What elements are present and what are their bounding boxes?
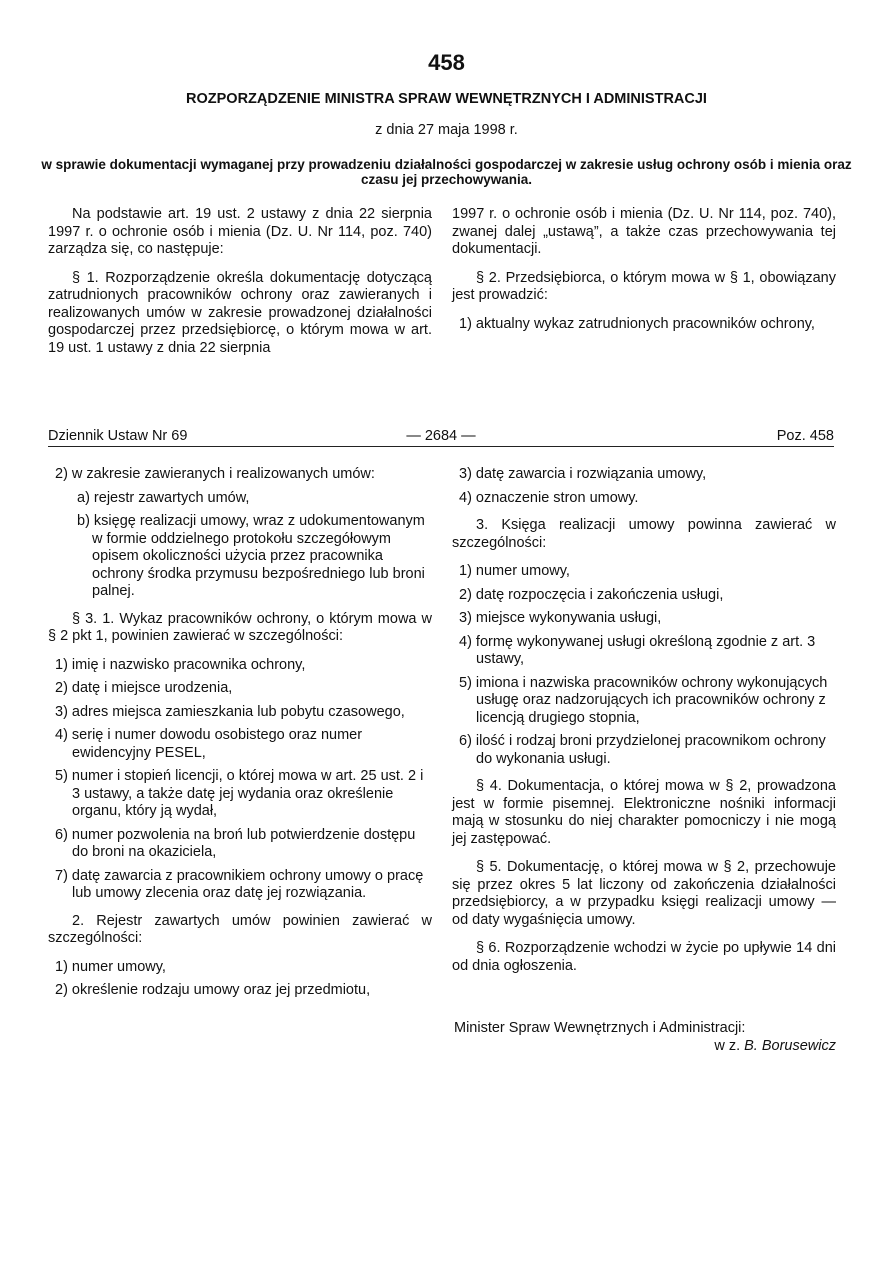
section-6-paragraph: § 6. Rozporządzenie wchodzi w życie po upływie 14 dni od dnia ogłoszenia. [452,940,836,974]
section-2-lead: § 2. Przedsiębiorca, o którym mowa w § 1, obowiązany jest prowadzić: [452,269,836,303]
list-item: 1) numer umowy, [55,958,166,975]
body-left-column [48,466,432,1006]
section-2-item-2: 2) w zakresie zawieranych i realizowanych umów: [55,466,375,482]
list-item: 4) oznaczenie stron umowy. [459,489,639,506]
section-3-3-lead: 3. Księga realizacji umowy powinna zawierać w szczególności: [452,517,836,551]
legal-basis-paragraph: Na podstawie art. 19 ust. 2 ustawy z dnia 22 sierpnia 1997 r. o ochronie osób i mienia (Dz. U. Nr 114, poz. 740) zarządza się, co następuje: [48,206,432,257]
list-item: 4) formę wykonywanej usługi określoną zgodnie z art. 3 ustawy, [459,633,816,667]
section-3-2-lead: 2. Rejestr zawartych umów powinien zawierać w szczególności: [48,912,432,946]
position-number: 458 [428,50,465,75]
signature-block [452,1020,836,1055]
regulation-date: z dnia 27 maja 1998 r. [375,122,518,138]
list-item: 1) imię i nazwisko pracownika ochrony, [55,656,306,673]
regulation-title: ROZPORZĄDZENIE MINISTRA SPRAW WEWNĘTRZNYCH I ADMINISTRACJI [186,91,707,107]
section-2-item-2a: a) rejestr zawartych umów, [77,489,250,506]
intro-right-column [452,206,836,339]
section-1-paragraph: § 1. Rozporządzenie określa dokumentację dotyczącą zatrudnionych pracowników ochrony oraz zawieranych i realizowanych umów w zakresie prowadzonej działalności gospodarczej przez przedsiębiorcę, o którym mowa w art. 19 ust. 1 ustawy z dnia 22 sierpnia [48,269,432,356]
section-3-1-lead: § 3. 1. Wykaz pracowników ochrony, o którym mowa w § 2 pkt 1, powinien zawierać w szczególności: [48,610,432,644]
list-item: 5) numer i stopień licencji, o której mowa w art. 25 ust. 2 i 3 ustawy, a także datę jej wydania oraz określenie organu, który ją wydał, [55,768,424,819]
list-item: 4) serię i numer dowodu osobistego oraz numer ewidencyjny PESEL, [55,727,363,761]
signatory-name: B. Borusewicz [744,1037,836,1054]
journal-name: Dziennik Ustaw Nr 69 [48,428,188,444]
list-item: 5) imiona i nazwiska pracowników ochrony wykonujących usługę oraz nadzorujących ich pracowników ochrony z licencją drugiego stopnia, [459,674,828,726]
section-4-paragraph: § 4. Dokumentacja, o której mowa w § 2, prowadzona jest w formie pisemnej. Elektroniczne nośniki informacji mają w stosunku do niej charakter pomocniczy i nie mogą jej zastępować. [452,778,836,847]
intro-left-column [48,206,432,368]
position-reference: Poz. 458 [776,428,834,444]
list-item: 2) określenie rodzaju umowy oraz jej przedmiotu, [55,982,371,998]
list-item: 3) miejsce wykonywania usługi, [459,610,662,626]
header-divider [48,446,834,447]
running-header [48,428,834,446]
signatory-prefix: w z. [714,1037,741,1054]
section-1-continuation: 1997 r. o ochronie osób i mienia (Dz. U. Nr 114, poz. 740), zwanej dalej „ustawą”, a także czas przechowywania tej dokumentacji. [452,206,836,257]
list-item: 3) adres miejsca zamieszkania lub pobytu czasowego, [55,703,405,720]
signatory-title: Minister Spraw Wewnętrznych i Administracji: [454,1020,746,1036]
list-item: 3) datę zawarcia i rozwiązania umowy, [459,466,707,482]
list-item: 2) datę i miejsce urodzenia, [55,680,233,696]
list-item: 2) datę rozpoczęcia i zakończenia usługi, [459,586,724,603]
list-item: 7) datę zawarcia z pracownikiem ochrony umowy o pracę lub umowy zlecenia oraz datę jej rozwiązania. [55,867,424,901]
signatory [452,1038,836,1056]
page-number: — 2684 — [406,428,476,444]
list-item: 6) numer pozwolenia na broń lub potwierdzenie dostępu do broni na okaziciela, [55,826,416,860]
section-2-item-2b: b) księgę realizacji umowy, wraz z udokumentowanym w formie oddzielnego protokołu szczegółowym opisem okoliczności użycia przez pracownika ochrony środka przymusu bezpośredniego lub broni palnej. [77,513,425,599]
body-right-column [452,466,836,986]
section-5-paragraph: § 5. Dokumentację, o której mowa w § 2, przechowuje się przez okres 5 lat liczony od zakończenia działalności przedsiębiorcy, a w przypadku księgi realizacji umowy — od daty wygaśnięcia umowy. [452,859,836,928]
regulation-subject: w sprawie dokumentacji wymaganej przy prowadzeniu działalności gospodarczej w zakresie usług ochrony osób i mienia oraz czasu jej przechowywania. [41,157,852,187]
section-2-item-1: 1) aktualny wykaz zatrudnionych pracowników ochrony, [459,315,815,332]
list-item: 6) ilość i rodzaj broni przydzielonej pracownikom ochrony do wykonania usługi. [459,733,826,767]
list-item: 1) numer umowy, [459,563,570,579]
